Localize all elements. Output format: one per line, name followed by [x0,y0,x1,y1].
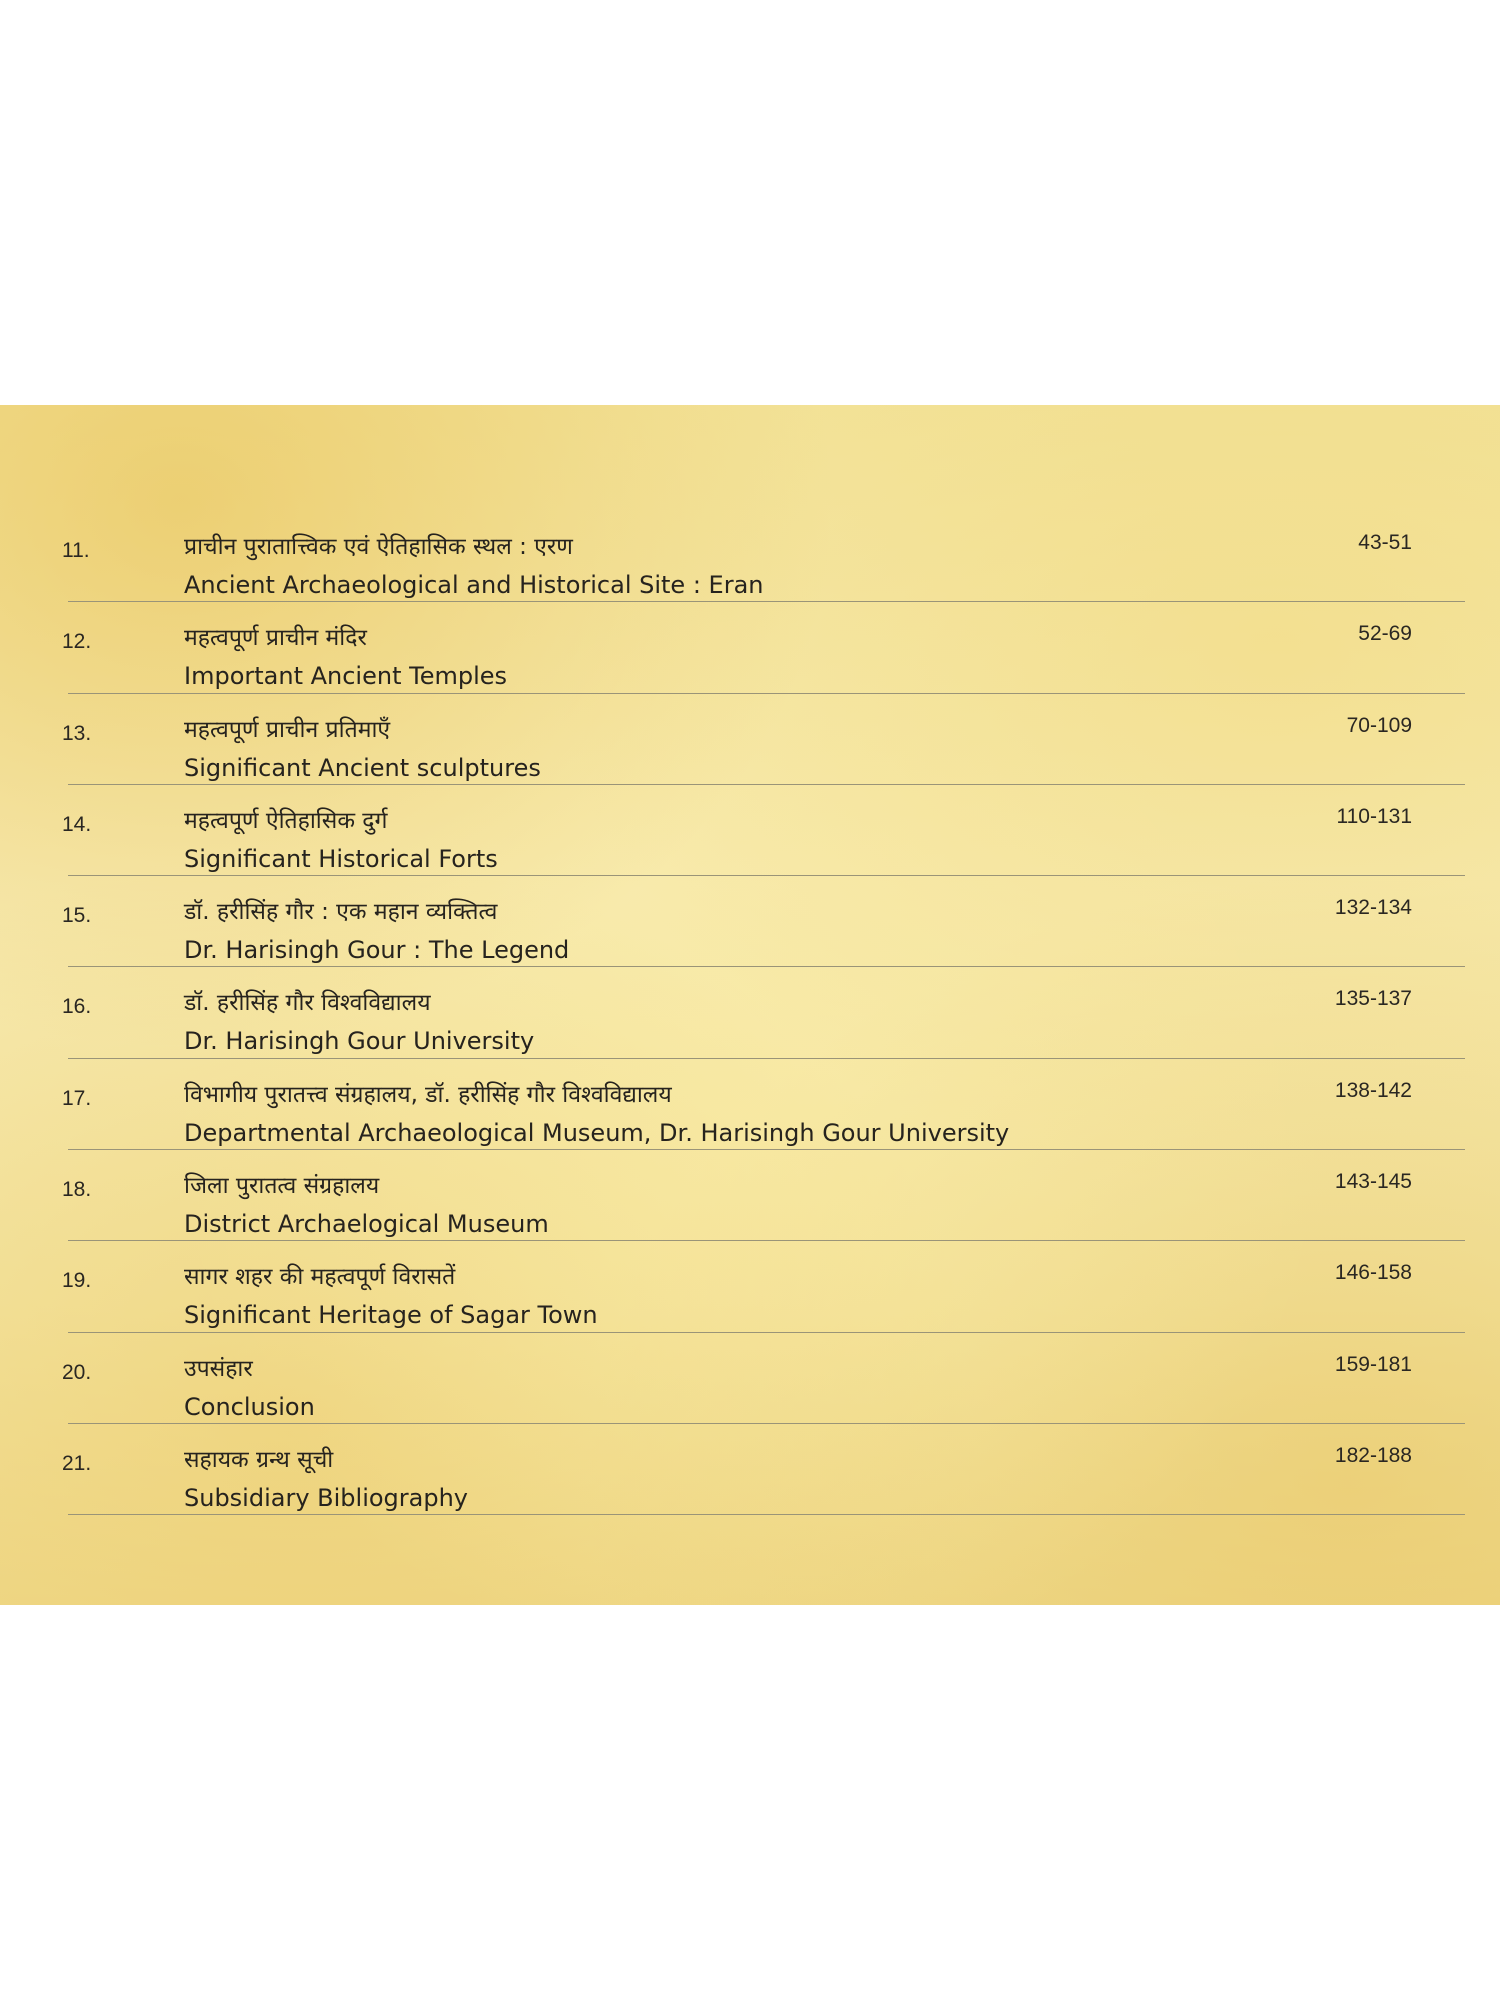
entry-title-hindi: महत्वपूर्ण प्राचीन प्रतिमाएँ [184,716,391,743]
entry-number: 12. [62,630,92,654]
entry-page-range: 182-188 [1334,1443,1412,1467]
toc-entry-11 [0,511,1500,602]
toc-entry-13 [0,694,1500,785]
entry-title-hindi: उपसंहार [184,1355,253,1382]
entry-number: 18. [62,1178,92,1202]
entry-number: 21. [62,1451,92,1475]
entry-title-english: Dr. Harisingh Gour : The Legend [184,936,570,965]
entry-title-english: Subsidiary Bibliography [184,1483,469,1512]
entry-title-hindi: महत्वपूर्ण ऐतिहासिक दुर्ग [184,807,388,834]
entry-title-hindi: सागर शहर की महत्वपूर्ण विरासतें [184,1264,456,1291]
entry-number: 20. [62,1360,92,1384]
toc-entry-19 [0,1241,1500,1332]
entry-title-hindi: विभागीय पुरातत्त्व संग्रहालय, डॉ. हरीसिंह गौर विश्वविद्यालय [184,1081,672,1108]
entry-number: 11. [62,539,90,562]
entry-page-range: 132-134 [1334,896,1412,920]
entry-title-english: Significant Historical Forts [184,844,498,873]
entry-title-english: Ancient Archaeological and Historical Site : Eran [184,571,764,599]
entry-number: 14. [62,812,92,836]
toc-entry-18 [0,1150,1500,1241]
entry-page-range: 43-51 [1358,531,1412,554]
entry-title-english: Dr. Harisingh Gour University [184,1027,535,1056]
toc-entry-14 [0,785,1500,876]
entry-title-english: Significant Heritage of Sagar Town [184,1301,598,1330]
entry-title-hindi: डॉ. हरीसिंह गौर : एक महान व्यक्तित्व [184,899,498,926]
entry-title-english: Conclusion [184,1392,315,1421]
toc-entry-15 [0,876,1500,967]
entry-title-hindi: महत्वपूर्ण प्राचीन मंदिर [184,625,367,652]
toc-entry-12 [0,602,1500,693]
entry-title-english: Departmental Archaeological Museum, Dr. Harisingh Gour University [184,1118,1010,1147]
toc-entry-20 [0,1333,1500,1424]
entry-page-range: 143-145 [1334,1170,1412,1194]
entry-title-english: District Archaelogical Museum [184,1210,549,1239]
entry-page-range: 159-181 [1334,1352,1412,1376]
entry-page-range: 138-142 [1334,1078,1412,1102]
entry-number: 13. [62,721,92,745]
entry-number: 15. [62,904,92,928]
entry-page-range: 70-109 [1346,713,1412,737]
entry-page-range: 52-69 [1358,622,1412,646]
entry-number: 17. [62,1086,92,1110]
entry-page-range: 146-158 [1334,1261,1412,1285]
entry-number: 16. [62,995,92,1019]
entry-title-hindi: डॉ. हरीसिंह गौर विश्वविद्यालय [184,990,431,1017]
entry-page-range: 110-131 [1336,804,1412,828]
entry-title-english: Significant Ancient sculptures [184,753,541,782]
entry-number: 19. [62,1269,92,1293]
document-page [0,405,1500,1605]
entry-page-range: 135-137 [1334,987,1412,1011]
table-of-contents [0,511,1500,1515]
entry-title-english: Important Ancient Temples [184,662,508,691]
toc-entry-16 [0,967,1500,1058]
toc-entry-21 [0,1424,1500,1515]
entry-title-hindi: प्राचीन पुरातात्त्विक एवं ऐतिहासिक स्थल : एरण [184,534,573,560]
toc-entry-17 [0,1059,1500,1150]
entry-title-hindi: जिला पुरातत्व संग्रहालय [184,1173,380,1200]
entry-title-hindi: सहायक ग्रन्थ सूची [184,1446,334,1473]
